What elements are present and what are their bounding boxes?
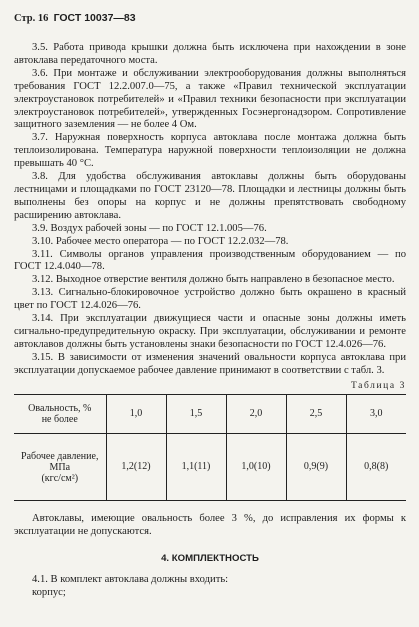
row-header-pressure: Рабочее давление, МПа (кгс/см²) (14, 434, 106, 501)
table-cell: 1,5 (166, 395, 226, 434)
paragraph-3-10: 3.10. Рабочее место оператора — по ГОСТ 12.2.032—78. (32, 235, 289, 247)
table-cell: 0,8(8) (346, 434, 406, 501)
paragraph-4-1: 4.1. В комплект автоклава должны входить: (32, 574, 229, 586)
table-cell: 2,0 (226, 395, 286, 434)
page-number: Стр. 16 (14, 13, 49, 24)
table-title: Таблица 3 (350, 380, 406, 391)
paragraph-3-7: 3.7. Наружная поверхность корпуса автоклава после монтажа должна быть теплоизолирована. Температура наружной поверхности теплоизоляции не должна превышать 40 °С. (14, 132, 406, 170)
page-header (14, 12, 406, 25)
paragraph-3-6: 3.6. При монтаже и обслуживании электрооборудования должны выполняться требования ГОСТ 12.2.007.0—75, а также «Правил технической эксплуатации электроустановок потребителей» и «Правил техники безопасности при эксплуатации электроустановок потребителей», утвержденных Госэнергонадзором. Сопротивление защитного заземления — не более 4 Ом. (14, 67, 406, 131)
table-row-ovality (14, 395, 406, 434)
paragraph-3-9: 3.9. Воздух рабочей зоны — по ГОСТ 12.1.005—76. (32, 222, 267, 234)
table-cell: 1,0(10) (226, 434, 286, 501)
paragraph-3-14: 3.14. При эксплуатации движущиеся части и опасные зоны должны иметь сигнально-предупредительную окраску. При эксплуатации, обслуживании и ремонте автоклавов должны быть установлены знаки безопасности по ГОСТ 12.4.026—76. (14, 313, 406, 350)
table-cell: 1,0 (106, 395, 166, 434)
document-body (14, 42, 406, 600)
section-title-completeness: 4. КОМПЛЕКТНОСТЬ (161, 553, 259, 565)
paragraph-3-5: 3.5. Работа привода крышки должна быть исключена при нахождении в зоне автоклава передаточного моста. (14, 42, 406, 66)
table-cell: 1,2(12) (106, 434, 166, 501)
list-item: корпус; (32, 587, 66, 599)
table-row-pressure (14, 434, 406, 501)
standard-code: ГОСТ 10037—83 (53, 12, 136, 24)
table-cell: 0,9(9) (286, 434, 346, 501)
paragraph-3-15: 3.15. В зависимости от изменения значений овальности корпуса автоклава при эксплуатации допускаемое рабочее давление принимают в соответствии с табл. 3. (14, 351, 406, 376)
ovality-pressure-table (14, 394, 406, 501)
table-cell: 2,5 (286, 395, 346, 434)
paragraph-3-8: 3.8. Для удобства обслуживания автоклавы должны быть оборудованы лестницами и площадками по ГОСТ 23120—78. Площадки и лестницы должны быть выполнены без опоры на корпус и не должны препятствовать свободному расширению автоклава. (14, 171, 406, 221)
paragraph-3-13: 3.13. Сигнально-блокировочное устройство должно быть окрашено в красный цвет по ГОСТ 12.4.026—76. (14, 287, 406, 312)
table-cell: 1,1(11) (166, 434, 226, 501)
table-cell: 3,0 (346, 395, 406, 434)
paragraph-after-table: Автоклавы, имеющие овальность более 3 %, до исправления их формы к эксплуатации не допускаются. (14, 513, 406, 538)
row-header-ovality: Овальность, % не более (14, 395, 106, 434)
paragraph-3-12: 3.12. Выходное отверстие вентиля должно быть направлено в безопасное место. (32, 274, 395, 286)
paragraph-3-11: 3.11. Символы органов управления производственным оборудованием — по ГОСТ 12.4.040—78. (14, 248, 406, 273)
